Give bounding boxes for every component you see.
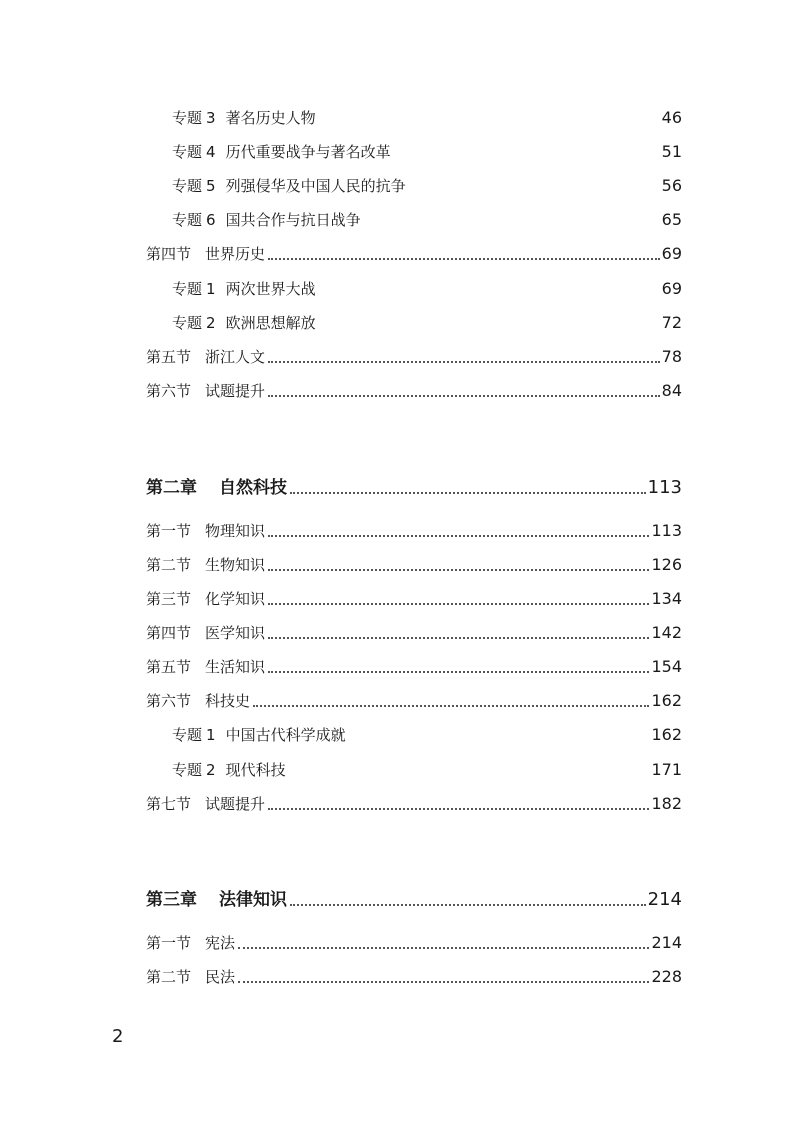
section-title: 浙江人文	[205, 348, 266, 366]
topic-title: 中国古代科学成就	[225, 726, 346, 744]
toc-topic-entry[interactable]	[146, 138, 682, 162]
toc-section-entry[interactable]	[146, 790, 682, 814]
topic-number: 3	[206, 109, 216, 127]
section-title: 世界历史	[205, 245, 266, 263]
toc-section-entry[interactable]	[146, 517, 682, 541]
section-label: 第二节	[146, 556, 192, 574]
section-label: 第七节	[146, 795, 192, 813]
section-title: 宪法	[205, 934, 236, 952]
toc-section-entry[interactable]	[146, 240, 682, 264]
section-label: 第四节	[146, 624, 192, 642]
topic-title: 现代科技	[225, 761, 286, 779]
page-number: 69	[661, 244, 682, 263]
page-number: 162	[651, 725, 682, 744]
page-number: 154	[651, 657, 682, 676]
toc-section-entry[interactable]	[146, 929, 682, 953]
dot-leader	[268, 603, 649, 605]
toc-section-entry[interactable]	[146, 619, 682, 643]
dot-leader	[268, 395, 660, 397]
topic-title: 两次世界大战	[225, 280, 316, 298]
topic-label: 专题	[172, 280, 203, 298]
page-number: 46	[661, 108, 682, 127]
toc-section-entry[interactable]	[146, 551, 682, 575]
page-number: 113	[651, 521, 682, 540]
topic-title: 历代重要战争与著名改革	[225, 143, 391, 161]
dot-leader	[290, 492, 646, 494]
dot-leader	[268, 569, 649, 571]
topic-number: 1	[206, 726, 216, 744]
topic-title: 国共合作与抗日战争	[225, 211, 361, 229]
section-label: 第四节	[146, 245, 192, 263]
toc-topic-entry[interactable]	[146, 172, 682, 196]
footer-page-number: 2	[112, 1026, 124, 1047]
toc-section-entry[interactable]	[146, 963, 682, 987]
toc-section-entry[interactable]	[146, 377, 682, 401]
topic-title: 列强侵华及中国人民的抗争	[225, 177, 406, 195]
page-number: 113	[647, 477, 682, 498]
section-label: 第二节	[146, 968, 192, 986]
toc-section-entry[interactable]	[146, 343, 682, 367]
section-title: 物理知识	[205, 522, 266, 540]
section-title: 试题提升	[205, 382, 266, 400]
page-number: 84	[661, 381, 682, 400]
topic-number: 4	[206, 143, 216, 161]
page-number: 72	[661, 313, 682, 332]
chapter-label: 第三章	[146, 890, 197, 910]
chapter-title: 自然科技	[219, 478, 287, 498]
section-title: 化学知识	[205, 590, 266, 608]
section-title: 民法	[205, 968, 236, 986]
section-label: 第六节	[146, 382, 192, 400]
topic-label: 专题	[172, 761, 203, 779]
dot-leader	[290, 904, 646, 906]
topic-number: 1	[206, 280, 216, 298]
section-label: 第一节	[146, 934, 192, 952]
topic-label: 专题	[172, 726, 203, 744]
dot-leader	[268, 637, 649, 639]
toc-topic-entry[interactable]	[146, 104, 682, 128]
topic-label: 专题	[172, 177, 203, 195]
section-label: 第一节	[146, 522, 192, 540]
page-number: 162	[651, 691, 682, 710]
page-number: 69	[661, 279, 682, 298]
topic-label: 专题	[172, 109, 203, 127]
page-number: 126	[651, 555, 682, 574]
section-label: 第三节	[146, 590, 192, 608]
dot-leader	[268, 808, 649, 810]
topic-title: 欧洲思想解放	[225, 314, 316, 332]
topic-number: 2	[206, 314, 216, 332]
toc-section-entry[interactable]	[146, 687, 682, 711]
toc-topic-entry[interactable]	[146, 721, 682, 745]
toc-section-entry[interactable]	[146, 653, 682, 677]
topic-number: 6	[206, 211, 216, 229]
dot-leader	[238, 947, 649, 949]
toc-section-entry[interactable]	[146, 585, 682, 609]
topic-label: 专题	[172, 314, 203, 332]
section-label: 第六节	[146, 692, 192, 710]
page-number: 78	[661, 347, 682, 366]
topic-number: 5	[206, 177, 216, 195]
page-number: 142	[651, 623, 682, 642]
page-number: 214	[651, 933, 682, 952]
toc-topic-entry[interactable]	[146, 309, 682, 333]
section-title: 生活知识	[205, 658, 266, 676]
toc-topic-entry[interactable]	[146, 206, 682, 230]
topic-label: 专题	[172, 143, 203, 161]
toc-chapter-entry[interactable]	[146, 470, 682, 498]
chapter-label: 第二章	[146, 478, 197, 498]
dot-leader	[268, 535, 649, 537]
page-number: 182	[651, 794, 682, 813]
page-number: 134	[651, 589, 682, 608]
toc-topic-entry[interactable]	[146, 756, 682, 780]
dot-leader	[238, 981, 649, 983]
page-number: 56	[661, 176, 682, 195]
topic-title: 著名历史人物	[225, 109, 316, 127]
dot-leader	[268, 671, 649, 673]
toc-chapter-entry[interactable]	[146, 882, 682, 910]
toc-topic-entry[interactable]	[146, 275, 682, 299]
page-number: 228	[651, 967, 682, 986]
section-title: 科技史	[205, 692, 251, 710]
chapter-title: 法律知识	[219, 890, 287, 910]
topic-label: 专题	[172, 211, 203, 229]
page-number: 51	[661, 142, 682, 161]
page-number: 65	[661, 210, 682, 229]
section-title: 医学知识	[205, 624, 266, 642]
page-number: 214	[647, 889, 682, 910]
section-title: 试题提升	[205, 795, 266, 813]
page-number: 171	[651, 760, 682, 779]
dot-leader	[253, 705, 649, 707]
section-label: 第五节	[146, 658, 192, 676]
topic-number: 2	[206, 761, 216, 779]
section-title: 生物知识	[205, 556, 266, 574]
dot-leader	[268, 361, 660, 363]
dot-leader	[268, 258, 660, 260]
section-label: 第五节	[146, 348, 192, 366]
